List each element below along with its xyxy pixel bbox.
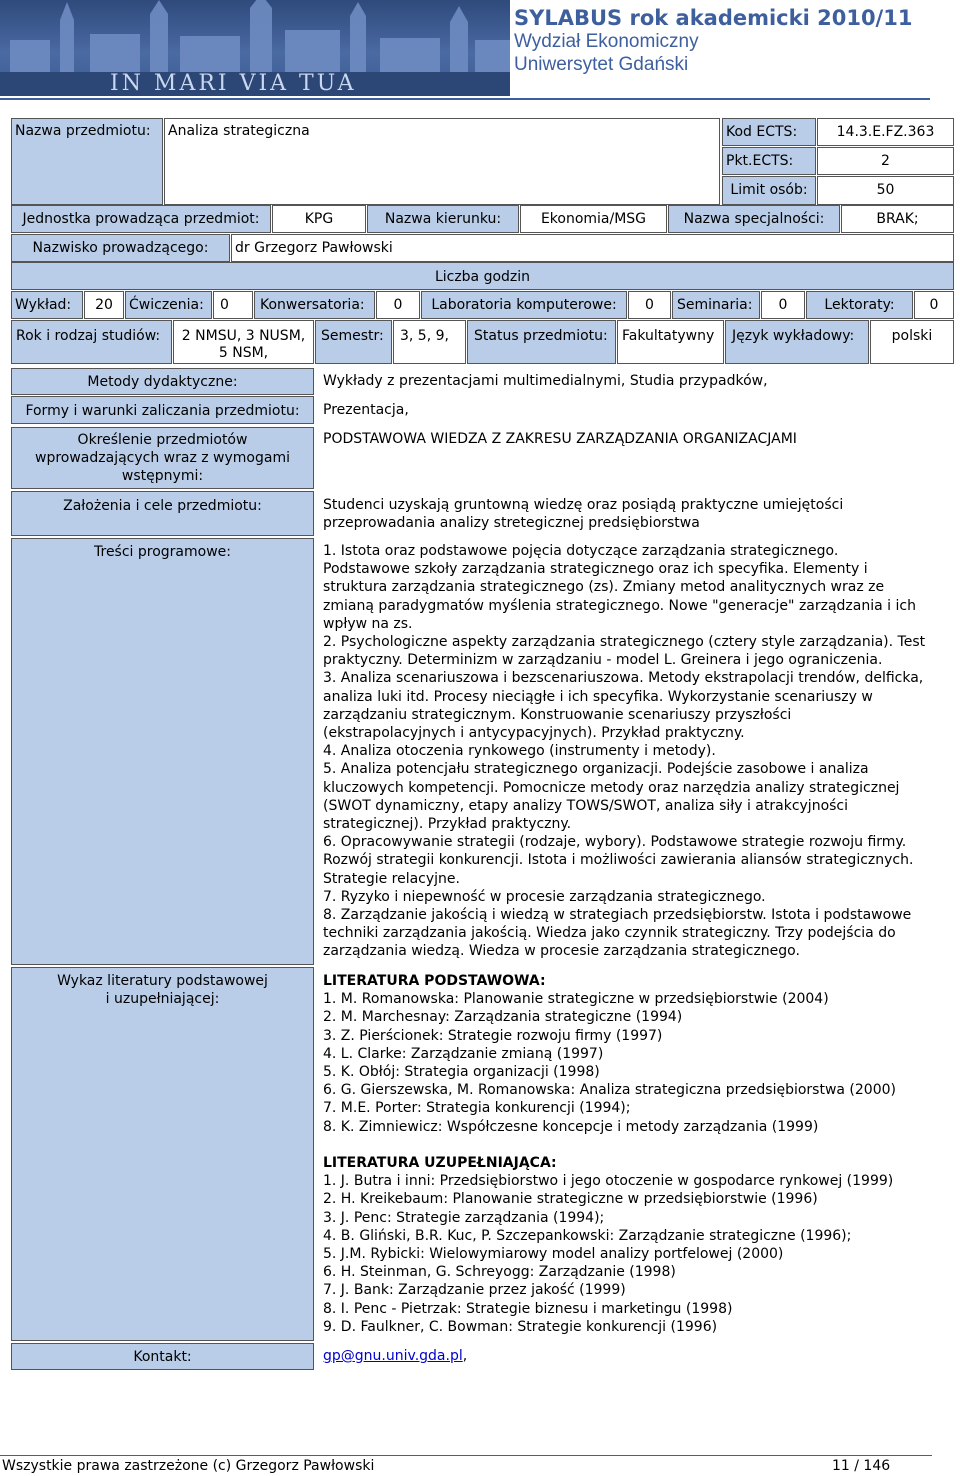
literature-label-cell bbox=[11, 967, 314, 1341]
content-line: Podstawowe szkoły zarządzania strategicznego oraz ich specyfika. Elementy i bbox=[323, 561, 868, 578]
exercises-label: Ćwiczenia: bbox=[129, 297, 204, 313]
conversatory-cell bbox=[376, 291, 420, 319]
content-line: 3. Analiza scenariuszowa i bezscenariuszowa. Metody ekstrapolacji trendów, delficka, bbox=[323, 670, 924, 687]
goals-text-line2: przeprowadania analizy stretegicznej predsiębiorstwa bbox=[323, 515, 700, 531]
limit-label: Limit osób: bbox=[730, 182, 808, 198]
header-rule bbox=[0, 98, 930, 100]
content-line: Rozwój strategii konkurencji. Istota i możliwości zawierania aliansów strategicznych. bbox=[323, 852, 914, 869]
teacher-label-cell bbox=[11, 234, 230, 262]
prereq-label-line3: wstępnymi: bbox=[121, 468, 204, 484]
ects-code-label-cell bbox=[722, 118, 816, 146]
field-label: Nazwa kierunku: bbox=[384, 211, 502, 227]
lecture-label-cell bbox=[11, 291, 83, 319]
limit-cell bbox=[817, 176, 954, 205]
content-line: kluczowych kompetencji. Pomocnicze metody oraz narzędzia analizy strategicznej bbox=[323, 779, 900, 796]
content-line: strategicznej). Przykład praktyczny. bbox=[323, 816, 572, 833]
unit-value: KPG bbox=[304, 211, 334, 227]
spec-label: Nazwa specjalności: bbox=[683, 211, 825, 227]
seminar-cell bbox=[761, 291, 805, 319]
literature-item: 7. J. Bank: Zarządzanie przez jakość (1999) bbox=[323, 1282, 626, 1299]
page-title: SYLABUS rok akademicki 2010/11 bbox=[514, 6, 913, 30]
assessment-text: Prezentacja, bbox=[323, 402, 409, 418]
literature-item: 6. H. Steinman, G. Schreyogg: Zarządzanie (1998) bbox=[323, 1264, 676, 1281]
content-line: praktyczny. Determinizm w zarządzaniu - model L. Greinera i jego ograniczenia. bbox=[323, 652, 883, 669]
course-name-label-cell bbox=[11, 118, 163, 205]
semester-label-cell bbox=[315, 320, 392, 364]
language-value: polski bbox=[891, 328, 933, 344]
content-line: zarządzania wiedzą. Wiedza w procesie zarządzania strategicznego. bbox=[323, 943, 800, 960]
ects-code: 14.3.E.FZ.363 bbox=[836, 124, 935, 140]
language-cell bbox=[870, 320, 954, 364]
literature-item: 1. M. Romanowska: Planowanie strategiczne w przedsiębiorstwie (2004) bbox=[323, 991, 829, 1008]
goals-label: Założenia i cele przedmiotu: bbox=[63, 498, 262, 514]
content-line: struktura zarządzania strategicznego (zs). Zmiany metod analitycznych wraz ze bbox=[323, 579, 885, 596]
assessment-label-cell bbox=[11, 396, 314, 424]
literature-item: 4. L. Clarke: Zarządzanie zmianą (1997) bbox=[323, 1045, 604, 1062]
seminar-hours: 0 bbox=[778, 297, 788, 313]
content-line: 7. Ryzyko i niepewność w procesie zarządzania strategicznego. bbox=[323, 888, 766, 905]
seminar-label: Seminaria: bbox=[677, 297, 753, 313]
footer-rule bbox=[0, 1455, 932, 1456]
literature-item: 5. K. Obłój: Strategia organizacji (1998) bbox=[323, 1064, 600, 1081]
contact-email-link[interactable]: gp@gnu.univ.gda.pl bbox=[323, 1348, 463, 1364]
lab-cell bbox=[628, 291, 671, 319]
content-line: 1. Istota oraz podstawowe pojęcia dotyczące zarządzania strategicznego. bbox=[323, 543, 839, 559]
teacher-name: dr Grzegorz Pawłowski bbox=[235, 240, 393, 256]
exercises-cell bbox=[213, 291, 253, 319]
contact-suffix: , bbox=[462, 1348, 468, 1364]
field-label-cell bbox=[367, 205, 519, 233]
hours-title: Liczba godzin bbox=[434, 269, 531, 285]
study-type-label: Rok i rodzaj studiów: bbox=[16, 328, 161, 344]
study-type-label-cell bbox=[11, 320, 172, 364]
content-line: (ekstrapolacyjnych i antycypacyjnych). Przykład praktyczny. bbox=[323, 725, 745, 742]
content-line: Strategie relacyjne. bbox=[323, 870, 460, 887]
conversatory-label-cell bbox=[254, 291, 375, 319]
header-banner bbox=[0, 0, 510, 96]
footer-copyright: Wszystkie prawa zastrzeżone (c) Grzegorz Pawłowski bbox=[2, 1458, 375, 1474]
lectorate-cell bbox=[914, 291, 954, 319]
footer-page-number: 11 / 146 bbox=[832, 1458, 891, 1474]
literature-item: 9. D. Faulkner, C. Bowman: Strategie konkurencji (1996) bbox=[323, 1318, 718, 1335]
methods-label-cell bbox=[11, 368, 314, 395]
semester-cell bbox=[393, 320, 466, 364]
lecture-label: Wykład: bbox=[15, 297, 72, 313]
content-label: Treści programowe: bbox=[94, 544, 231, 560]
faculty-name: Wydział Ekonomiczny bbox=[514, 31, 699, 52]
literature-extra bbox=[323, 1154, 955, 1336]
prereq-label-line2: wprowadzających wraz z wymogami bbox=[35, 450, 290, 466]
unit-label: Jednostka prowadząca przedmiot: bbox=[22, 211, 260, 227]
ects-points-label: Pkt.ECTS: bbox=[726, 153, 794, 169]
content-line: 8. Zarządzanie jakością i wiedzą w strategiach przedsiębiorstw. Istota i podstawowe bbox=[323, 907, 912, 924]
teacher-label: Nazwisko prowadzącego: bbox=[32, 240, 209, 256]
exercises-label-cell bbox=[125, 291, 212, 319]
limit-label-cell bbox=[722, 176, 816, 205]
language-label: Język wykładowy: bbox=[732, 328, 855, 344]
semester-value: 3, 5, 9, bbox=[400, 328, 449, 344]
content-label-cell bbox=[11, 538, 314, 965]
exercises-hours: 0 bbox=[220, 297, 229, 313]
content-line: wpływ na zs. bbox=[323, 615, 413, 632]
literature-item: 2. M. Marchesnay: Zarządzania strategiczne (1994) bbox=[323, 1009, 683, 1026]
literature-item: 8. I. Penc - Pietrzak: Strategie biznesu i marketingu (1998) bbox=[323, 1300, 733, 1317]
literature-extra-heading: LITERATURA UZUPEŁNIAJĄCA: bbox=[323, 1155, 557, 1171]
literature-label-line1: Wykaz literatury podstawowej bbox=[57, 973, 268, 989]
lab-label: Laboratoria komputerowe: bbox=[431, 297, 617, 313]
course-name-label: Nazwa przedmiotu: bbox=[15, 123, 151, 139]
methods-label: Metody dydaktyczne: bbox=[87, 374, 238, 390]
hours-title-cell bbox=[11, 262, 954, 290]
contact-label-cell bbox=[11, 1343, 314, 1370]
conversatory-hours: 0 bbox=[393, 297, 403, 313]
lecture-cell bbox=[84, 291, 124, 319]
ects-code-label: Kod ECTS: bbox=[726, 124, 798, 140]
lectorate-hours: 0 bbox=[929, 297, 939, 313]
language-label-cell bbox=[725, 320, 869, 364]
literature-basic-heading: LITERATURA PODSTAWOWA: bbox=[323, 973, 546, 989]
course-name: Analiza strategiczna bbox=[168, 123, 310, 139]
content-line: 6. Opracowywanie strategii (rodzaje, wybory). Podstawowe strategie rozwoju firmy. bbox=[323, 834, 907, 851]
content-line: 2. Psychologiczne aspekty zarządzania strategicznego (cztery style zarządzania). Test bbox=[323, 634, 926, 651]
ects-code-cell bbox=[817, 118, 954, 146]
literature-item: 7. M.E. Porter: Strategia konkurencji (1994); bbox=[323, 1100, 631, 1117]
study-type-line1: 2 NMSU, 3 NUSM, bbox=[181, 328, 306, 344]
lectorate-label-cell bbox=[806, 291, 913, 319]
content-line: 4. Analiza otoczenia rynkowego (instrumenty i metody). bbox=[323, 743, 716, 760]
goals-label-cell bbox=[11, 491, 314, 536]
limit-value: 50 bbox=[876, 182, 895, 198]
contact-line bbox=[323, 1347, 467, 1365]
unit-cell bbox=[272, 205, 366, 233]
literature-item: 4. B. Gliński, B.R. Kuc, P. Szczepankowski: Zarządzanie strategiczne (1996); bbox=[323, 1227, 852, 1244]
status-label: Status przedmiotu: bbox=[474, 328, 608, 344]
teacher-cell bbox=[231, 234, 954, 262]
literature-item: 5. J.M. Rybicki: Wielowymiarowy model analizy portfelowej (2000) bbox=[323, 1246, 784, 1263]
content-text bbox=[323, 542, 955, 961]
content-line: (SWOT dynamiczny, etapy analizy TOWS/SWOT, analiza siły i atrakcyjności bbox=[323, 797, 849, 814]
university-name: Uniwersytet Gdański bbox=[514, 54, 689, 75]
conversatory-label: Konwersatoria: bbox=[260, 297, 365, 313]
lab-label-cell bbox=[421, 291, 627, 319]
study-type-line2: 5 NSM, bbox=[218, 345, 269, 361]
goals-text-line1: Studenci uzyskają gruntowną wiedzę oraz posiądą praktyczne umiejętości bbox=[323, 497, 844, 513]
course-name-cell bbox=[164, 118, 720, 205]
status-value: Fakultatywny bbox=[622, 328, 715, 344]
spec-label-cell bbox=[668, 205, 840, 233]
content-line: techniki zarządzania jakością. Wiedza jako czynnik strategiczny. Trzy podejścia do bbox=[323, 925, 896, 942]
literature-item: 1. J. Butra i inni: Przedsiębiorstwo i jego otoczenie w gospodarce rynkowej (1999) bbox=[323, 1173, 894, 1190]
prereq-label-line1: Określenie przedmiotów bbox=[77, 432, 248, 448]
lectorate-label: Lektoraty: bbox=[824, 297, 895, 313]
content-line: zarządzaniu strategicznym. Konstruowanie scenariuszy przyszłości bbox=[323, 706, 792, 723]
status-label-cell bbox=[467, 320, 616, 364]
content-line: 5. Analiza potencjału strategicznego organizacji. Podejście zasobowe i analiza bbox=[323, 761, 869, 778]
spec-value: BRAK; bbox=[876, 211, 919, 227]
assessment-label: Formy i warunki zaliczania przedmiotu: bbox=[25, 403, 300, 419]
banner-motto: IN MARI VIA TUA bbox=[110, 71, 357, 96]
ects-points: 2 bbox=[881, 153, 890, 169]
literature-item: 3. Z. Pierścionek: Strategie rozwoju firmy (1997) bbox=[323, 1027, 663, 1044]
literature-basic bbox=[323, 972, 955, 1136]
ects-points-cell bbox=[817, 147, 954, 175]
ects-points-label-cell bbox=[722, 147, 816, 175]
unit-label-cell bbox=[11, 205, 271, 233]
lecture-hours: 20 bbox=[95, 297, 113, 313]
literature-item: 6. G. Gierszewska, M. Romanowska: Analiza strategiczna przedsiębiorstwa (2000) bbox=[323, 1082, 896, 1099]
field-value: Ekonomia/MSG bbox=[540, 211, 647, 227]
content-line: analiza luki itd. Procesy nieciągłe i ich specyfika. Wykorzystanie scenariuszy w bbox=[323, 688, 873, 705]
contact-label: Kontakt: bbox=[133, 1349, 192, 1365]
prereq-label-cell bbox=[11, 427, 314, 489]
semester-label: Semestr: bbox=[321, 328, 384, 344]
methods-text: Wykłady z prezentacjami multimedialnymi, Studia przypadków, bbox=[323, 373, 768, 389]
literature-item: 2. H. Kreikebaum: Planowanie strategiczne w przedsiębiorstwie (1996) bbox=[323, 1191, 818, 1208]
seminar-label-cell bbox=[672, 291, 760, 319]
status-cell bbox=[617, 320, 724, 364]
literature-label-line2: i uzupełniającej: bbox=[105, 991, 220, 1007]
literature-item: 8. K. Zimniewicz: Współczesne koncepcje i metody zarządzania (1999) bbox=[323, 1118, 819, 1135]
study-type-cell bbox=[173, 320, 314, 364]
literature-item: 3. J. Penc: Strategie zarządzania (1994); bbox=[323, 1209, 605, 1226]
field-cell bbox=[520, 205, 667, 233]
prereq-text: PODSTAWOWA WIEDZA Z ZAKRESU ZARZĄDZANIA ORGANIZACJAMI bbox=[323, 431, 797, 447]
content-line: zmianą paradygmatów myślenia strategicznego. Nowe "generacje" zarządzania i ich bbox=[323, 597, 916, 614]
spec-cell bbox=[841, 205, 954, 233]
lab-hours: 0 bbox=[645, 297, 654, 313]
